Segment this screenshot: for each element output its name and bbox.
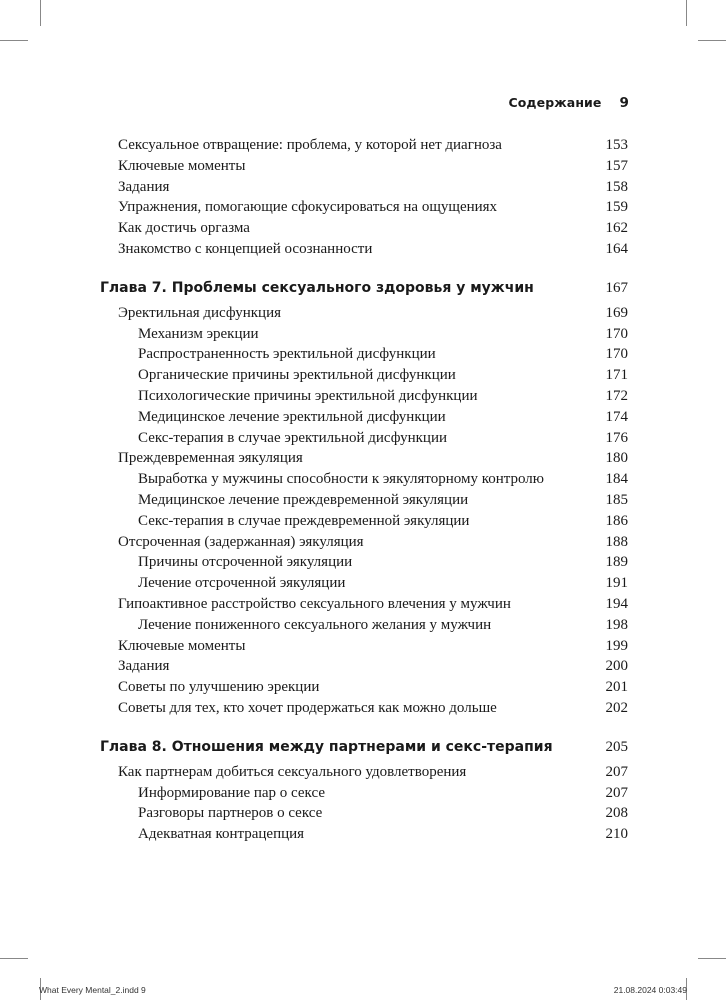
toc-chapter-heading: [100, 737, 628, 757]
toc-entry-title: Органические причины эректильной дисфункции: [138, 367, 456, 384]
toc-entry-page: 172: [605, 387, 628, 404]
toc-entry-title: Распространенность эректильной дисфункции: [138, 346, 436, 363]
toc-entry-title: Эректильная дисфункция: [118, 304, 282, 321]
toc-entry-title: Лечение отсроченной эякуляции: [138, 575, 346, 592]
toc-entry-title: Секс-терапия в случае преждевременной эякуляции: [138, 512, 470, 529]
toc-entry-page: 167: [605, 279, 628, 296]
toc-entry: [100, 197, 628, 218]
toc-entry-page: 184: [605, 471, 628, 488]
toc-entry-page: 158: [605, 178, 628, 195]
toc-entry: [100, 532, 628, 553]
toc-entry-page: 162: [605, 220, 628, 237]
crop-mark-right-bottom: [698, 958, 726, 959]
toc-entry: [100, 428, 628, 449]
toc-entry-title: Секс-терапия в случае эректильной дисфункции: [138, 429, 448, 446]
toc-entry-title: Психологические причины эректильной дисфункции: [138, 387, 478, 404]
toc-entry-title: Причины отсроченной эякуляции: [138, 554, 353, 571]
toc-entry-title: Медицинское лечение преждевременной эякуляции: [138, 491, 469, 508]
page-number: 9: [619, 95, 629, 111]
toc-entry-page: 174: [605, 408, 628, 425]
toc-entry-page: 194: [605, 595, 628, 612]
toc-entry-title: Разговоры партнеров о сексе: [138, 805, 323, 822]
toc-entry-title: Задания: [118, 658, 170, 675]
toc-entry: [100, 469, 628, 490]
toc-entry-title: Упражнения, помогающие сфокусироваться на ощущениях: [118, 199, 498, 216]
toc-entry: [100, 303, 628, 324]
toc-entry-page: 170: [605, 346, 628, 363]
toc-entry-title: Преждевременная эякуляция: [118, 450, 303, 467]
toc-entry: [100, 407, 628, 428]
toc-entry-title: Глава 8. Отношения между партнерами и секс-терапия: [100, 738, 553, 755]
toc-entry: [100, 490, 628, 511]
toc-entry-page: 202: [605, 699, 628, 716]
toc-entry-page: 208: [605, 805, 628, 822]
crop-mark-left-top: [0, 40, 28, 41]
toc-entry: [100, 324, 628, 345]
toc-entry: [100, 636, 628, 657]
crop-mark-left-bottom: [0, 958, 28, 959]
toc-entry-page: 199: [605, 637, 628, 654]
toc-entry-page: 200: [605, 658, 628, 675]
toc-entry: [100, 803, 628, 824]
toc-entry: [100, 824, 628, 845]
toc-entry-title: Отсроченная (задержанная) эякуляция: [118, 533, 364, 550]
running-head: [508, 95, 629, 111]
toc-entry-title: Сексуальное отвращение: проблема, у которой нет диагноза: [118, 137, 502, 153]
toc-entry-page: 171: [605, 367, 628, 384]
toc-entry: [100, 552, 628, 573]
running-head-title: Содержание: [508, 95, 602, 110]
toc-entry-page: 201: [605, 679, 628, 696]
toc-entry-title: Медицинское лечение эректильной дисфункции: [138, 408, 446, 425]
toc-entry: [100, 386, 628, 407]
toc-entry-page: 191: [605, 575, 628, 592]
toc-entry: [100, 365, 628, 386]
toc-entry-title: Глава 7. Проблемы сексуального здоровья у мужчин: [100, 279, 534, 296]
table-of-contents: [100, 135, 628, 845]
toc-entry-title: Ключевые моменты: [118, 157, 246, 174]
crop-mark-right-top: [698, 40, 726, 41]
toc-entry: [100, 344, 628, 365]
toc-entry-title: Гипоактивное расстройство сексуального влечения у мужчин: [118, 595, 511, 612]
toc-entry-page: 169: [605, 304, 628, 321]
toc-entry-page: 188: [605, 533, 628, 550]
toc-entry-title: Выработка у мужчины способности к эякуляторному контролю: [138, 471, 545, 488]
toc-entry-page: 205: [605, 738, 628, 755]
toc-entry-title: Знакомство с концепцией осознанности: [118, 240, 373, 257]
toc-entry: [100, 762, 628, 783]
crop-mark-top-right: [686, 0, 687, 26]
toc-entry: [100, 615, 628, 636]
toc-entry-page: 210: [605, 826, 628, 843]
toc-entry: [100, 135, 628, 156]
toc-entry-page: 180: [605, 450, 628, 467]
crop-mark-top-left: [40, 0, 41, 26]
toc-entry: [100, 698, 628, 719]
toc-entry-page: 157: [605, 157, 628, 174]
toc-entry: [100, 218, 628, 239]
toc-entry-page: 153: [605, 137, 628, 153]
toc-entry: [100, 239, 628, 260]
toc-entry: [100, 656, 628, 677]
slug-file-name: What Every Mental_2.indd 9: [39, 985, 146, 995]
toc-chapter-heading: [100, 278, 628, 298]
slug-timestamp: 21.08.2024 0:03:49: [613, 985, 687, 995]
toc-entry-title: Как партнерам добиться сексуального удовлетворения: [118, 763, 467, 780]
toc-entry-page: 176: [605, 429, 628, 446]
toc-entry: [100, 448, 628, 469]
toc-entry-title: Адекватная контрацепция: [138, 826, 305, 843]
toc-entry-title: Информирование пар о сексе: [138, 784, 325, 801]
toc-entry: [100, 573, 628, 594]
toc-entry-title: Лечение пониженного сексуального желания у мужчин: [138, 616, 492, 633]
toc-entry: [100, 177, 628, 198]
toc-entry: [100, 156, 628, 177]
toc-entry-title: Задания: [118, 178, 170, 195]
toc-entry-page: 189: [605, 554, 628, 571]
toc-entry-title: Как достичь оргазма: [118, 220, 250, 237]
toc-entry: [100, 594, 628, 615]
toc-entry: [100, 511, 628, 532]
toc-entry: [100, 783, 628, 804]
toc-entry-page: 207: [605, 763, 628, 780]
toc-entry-page: 207: [605, 784, 628, 801]
toc-entry-page: 164: [605, 240, 628, 257]
toc-entry-page: 198: [605, 616, 628, 633]
toc-entry-title: Советы по улучшению эрекции: [118, 679, 320, 696]
toc-entry-title: Ключевые моменты: [118, 637, 246, 654]
toc-entry-title: Механизм эрекции: [138, 325, 259, 342]
toc-entry: [100, 677, 628, 698]
toc-entry-title: Советы для тех, кто хочет продержаться как можно дольше: [118, 699, 497, 716]
toc-entry-page: 159: [605, 199, 628, 216]
toc-entry-page: 185: [605, 491, 628, 508]
toc-entry-page: 170: [605, 325, 628, 342]
toc-entry-page: 186: [605, 512, 628, 529]
